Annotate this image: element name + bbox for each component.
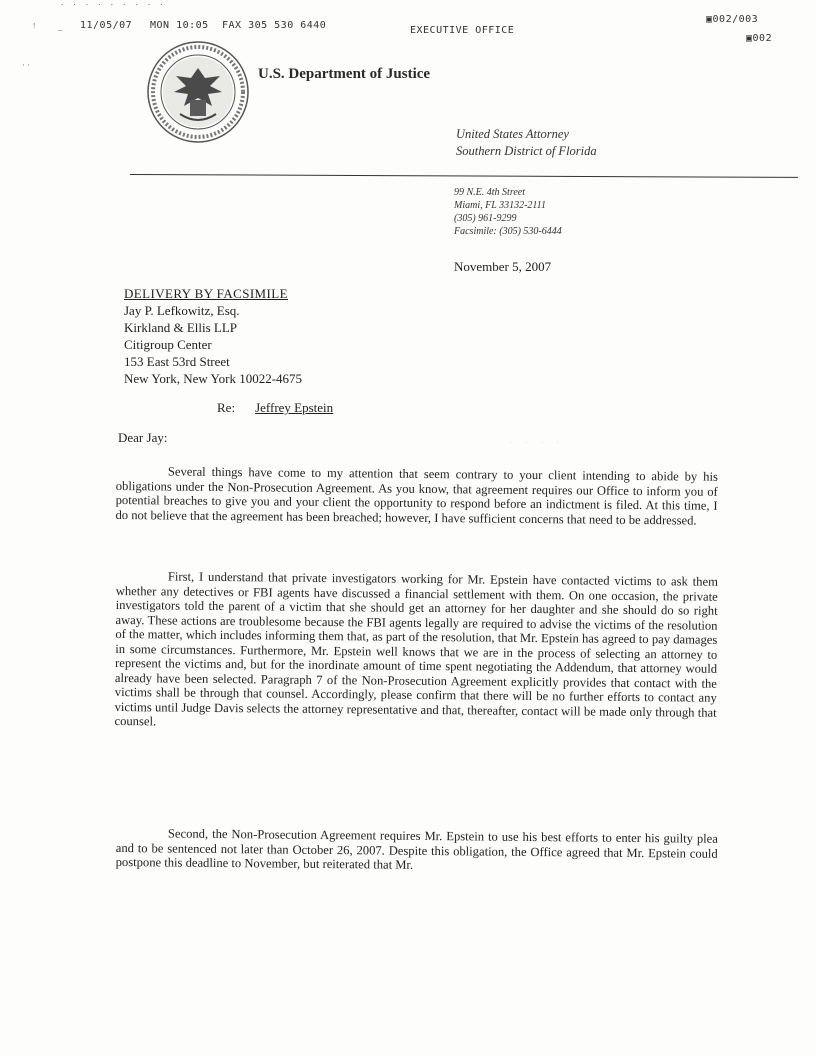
office-district: Southern District of Florida — [456, 144, 597, 158]
office-address — [454, 186, 562, 238]
office-block — [456, 126, 597, 160]
fax-day-time: MON 10:05 — [150, 20, 209, 31]
recipient-city: New York, New York 10022-4675 — [124, 371, 303, 386]
re-line — [217, 400, 333, 416]
body-paragraph-2: First, I understand that private investigators working for Mr. Epstein have contacted victims to ask them whether any detectives or FBI agents have discussed a financial settlement with them. On one occasion, the private investigators told the parent of a victim that she should get an attorney for her daughter and she should do so right away. These actions are troublesome because the FBI agents legally are required to advise the victims of the resolution of the matter, which includes informing them that, as part of the resolution, that Mr. Epstein has agreed to pay damages in some circumstances. Furthermore, Mr. Epstein well knows that we are in the process of selecting an attorney to represent the victims and, but for the inordinate amount of time spent negotiating the Addendum, that attorney would already have been selected. Paragraph 7 of the Non-Prosecution Agreement explicitly provides that contact with the victims shall be through that counsel. Accordingly, please confirm that there will be no further efforts to contact any victims until Judge Davis selects the attorney representative and that, thereafter, contact will be made only through that counsel. — [114, 569, 718, 729]
address-phone: (305) 961-9299 — [454, 213, 517, 224]
department-name: U.S. Department of Justice — [258, 66, 431, 82]
office-title: United States Attorney — [456, 127, 569, 141]
fax-office: EXECUTIVE OFFICE — [410, 25, 515, 36]
doj-seal-icon — [146, 40, 250, 144]
address-street: 99 N.E. 4th Street — [454, 187, 526, 198]
page-box-icon: ▣ — [706, 14, 713, 25]
body-paragraph-3: Second, the Non-Prosecution Agreement requires Mr. Epstein to use his best efforts to enter his guilty plea and to be sentenced not later than October 26, 2007. Despite this obligation, the Office agreed that Mr. Epstein could postpone this deadline to November, but reiterated that Mr. — [115, 826, 718, 872]
recipient-building: Citigroup Center — [124, 337, 212, 352]
delivery-method: DELIVERY BY FACSIMILE — [124, 286, 288, 301]
letterhead-rule — [130, 174, 798, 178]
address-city: Miami, FL 33132-2111 — [454, 200, 546, 211]
re-subject: Jeffrey Epstein — [255, 400, 334, 415]
fax-number: FAX 305 530 6440 — [222, 20, 327, 31]
salutation: Dear Jay: — [118, 430, 168, 445]
body-paragraph-1: Several things have come to my attention that seem contrary to your client intending to abide by his obligations under the Non-Prosecution Agreement. As you know, that agreement requires our Office to inform you of potential breaches to give you and your client the opportunity to respond before an indictment is filed. At this time, I do not believe that the agreement has been breached; however, I have sufficient concerns that need to be addressed. — [115, 464, 718, 528]
letter-date: November 5, 2007 — [454, 259, 552, 274]
margin-dash: _ — [58, 22, 63, 32]
fax-page-number: ▣002 — [746, 33, 773, 44]
side-mark: · · — [22, 60, 31, 70]
recipient-street: 153 East 53rd Street — [124, 354, 230, 369]
fax-page-count: ▣002/003 — [706, 14, 759, 25]
page-box-icon: ▣ — [746, 33, 753, 44]
re-label: Re: — [217, 400, 236, 415]
recipient-name: Jay P. Lefkowitz, Esq. — [124, 303, 240, 318]
recipient-block — [124, 285, 302, 387]
scan-noise: · · · · — [510, 440, 565, 446]
margin-mark: ↑ — [32, 20, 37, 30]
fax-header-marks: · · · · · · · · · — [60, 1, 166, 9]
fax-date: 11/05/07 — [80, 20, 133, 31]
address-fax: Facsimile: (305) 530-6444 — [454, 226, 562, 237]
recipient-firm: Kirkland & Ellis LLP — [124, 320, 238, 335]
